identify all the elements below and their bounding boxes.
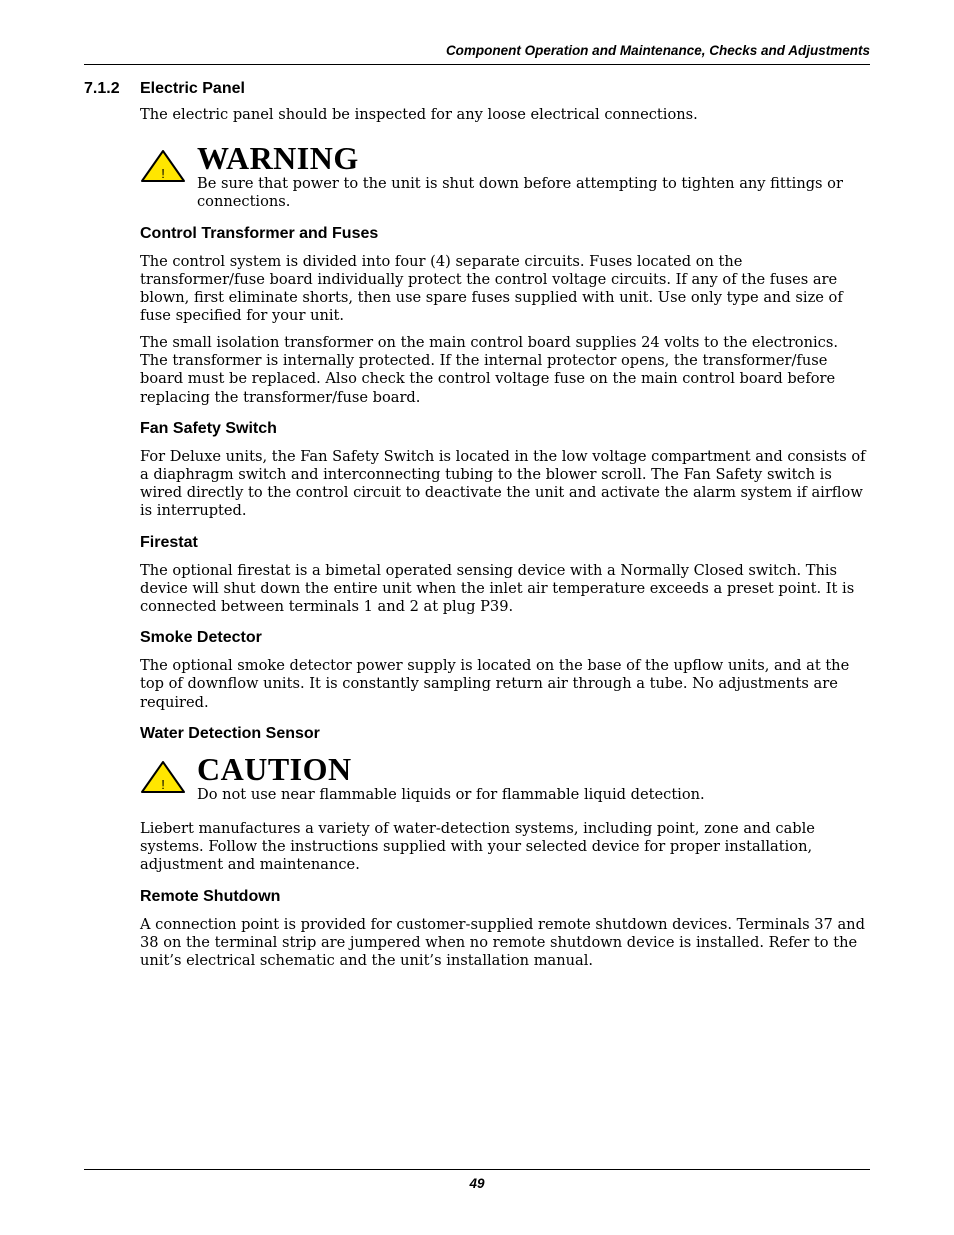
water-detection-heading: Water Detection Sensor — [140, 724, 320, 742]
intro-paragraph: The electric panel should be inspected for any loose electrical connections. — [140, 106, 698, 123]
caution-triangle-icon — [140, 760, 186, 794]
running-header: Component Operation and Maintenance, Checks and Adjustments — [445, 43, 870, 58]
control-transformer-paragraph-1: The control system is divided into four (4) separate circuits. Fuses located on the transformer/fuse board individually protect the control voltage circuits. If any of the fuses are blown, first eliminate shorts, then use spare fuses supplied with unit. Use only type and size of fuse specified for your unit. — [140, 252, 843, 325]
section-heading — [84, 80, 245, 98]
page-number: 49 — [469, 1176, 485, 1191]
svg-text:!: ! — [161, 166, 165, 182]
control-transformer-paragraph-2: The small isolation transformer on the main control board supplies 24 volts to the electronics. The transformer is internally protected. If the internal protector opens, the transformer/fuse board must be replaced. Also check the control voltage fuse on the main control board before replacing the transformer/fuse board. — [140, 333, 838, 406]
page-content — [140, 106, 870, 979]
svg-text:!: ! — [161, 776, 165, 792]
caution-title: CAUTION — [197, 750, 352, 787]
footer-rule — [84, 1169, 870, 1170]
water-detection-paragraph: Liebert manufactures a variety of water-detection systems, including point, zone and cable systems. Follow the instructions supplied with your selected device for proper installation, adjustment and maintenance. — [140, 819, 815, 874]
warning-title: WARNING — [197, 140, 359, 177]
smoke-detector-heading: Smoke Detector — [140, 629, 262, 647]
smoke-detector-paragraph: The optional smoke detector power supply is located on the base of the upflow units, and at the top of downflow units. It is constantly sampling return air through a tube. No adjustments are required. — [140, 657, 850, 711]
firestat-paragraph: The optional firestat is a bimetal operated sensing device with a Normally Closed switch. This device will shut down the entire unit when the inlet air temperature exceeds a preset point. It is connected between terminals 1 and 2 at plug P39. — [140, 561, 855, 615]
caution-notice — [140, 750, 870, 804]
control-transformer-heading: Control Transformer and Fuses — [140, 224, 379, 242]
header-rule — [84, 64, 870, 65]
warning-triangle-icon — [140, 149, 186, 183]
fan-safety-heading: Fan Safety Switch — [140, 419, 277, 437]
fan-safety-paragraph: For Deluxe units, the Fan Safety Switch is located in the low voltage compartment and consists of a diaphragm switch and interconnecting tubing to the blower scroll. The Fan Safety switch is wired directly to the control circuit to deactivate the unit and activate the alarm system if airflow is interrupted. — [140, 447, 866, 520]
remote-shutdown-heading: Remote Shutdown — [140, 887, 281, 905]
remote-shutdown-paragraph: A connection point is provided for customer-supplied remote shutdown devices. Terminals 37 and 38 on the terminal strip are jumpered when no remote shutdown device is installed. Refer to the unit’s electrical schematic and the unit’s installation manual. — [140, 915, 865, 969]
firestat-heading: Firestat — [140, 533, 198, 551]
warning-text: Be sure that power to the unit is shut down before attempting to tighten any fittings or connections. — [197, 175, 843, 211]
section-number: 7.1.2 — [84, 80, 120, 97]
warning-notice — [140, 142, 870, 211]
section-title: Electric Panel — [140, 80, 245, 97]
caution-text: Do not use near flammable liquids or for flammable liquid detection. — [197, 785, 705, 803]
